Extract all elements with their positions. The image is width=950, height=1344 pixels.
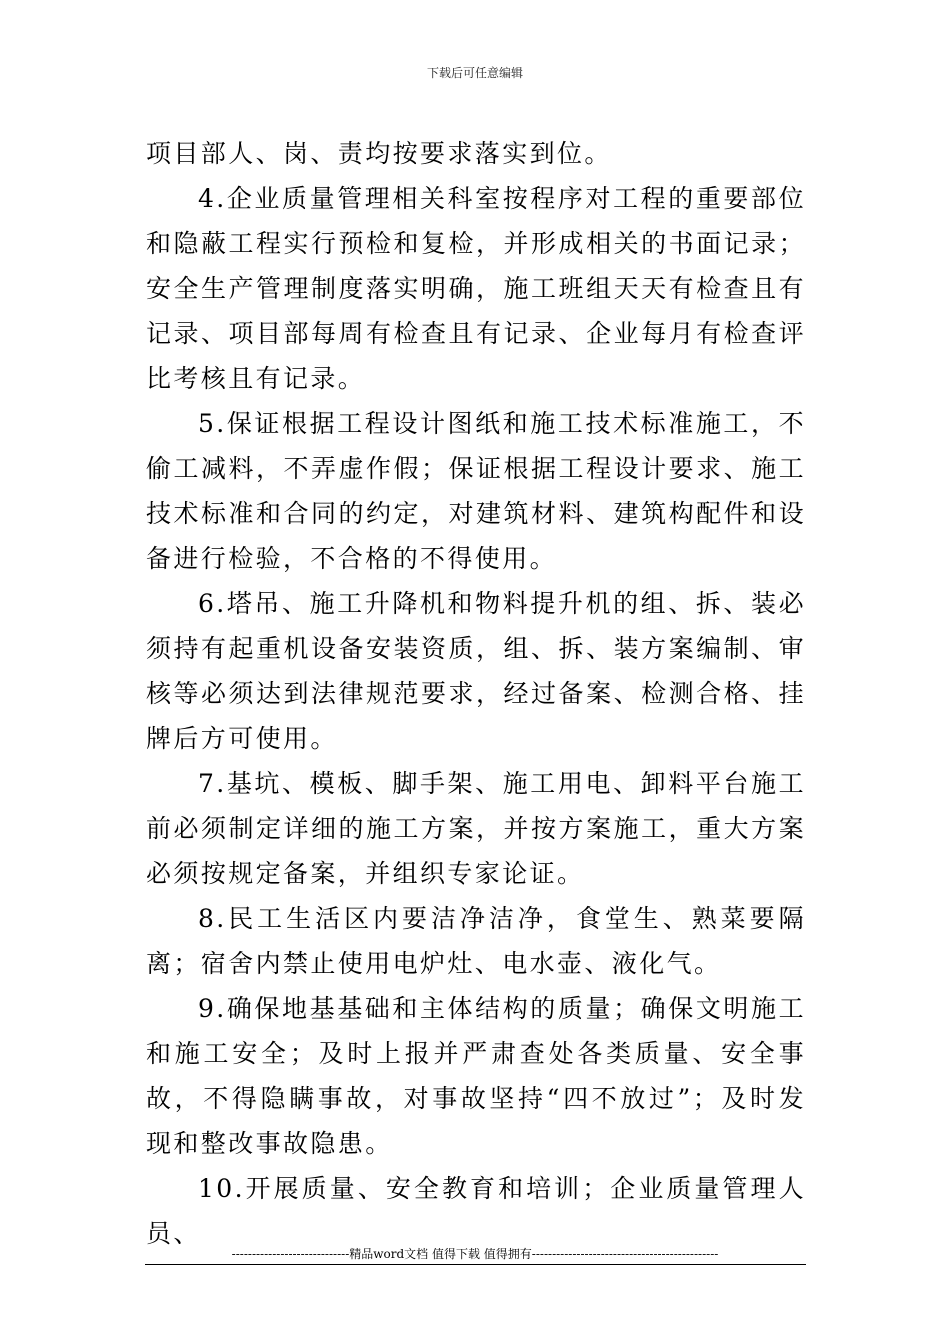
paragraph: 项目部人、岗、责均按要求落实到位。 xyxy=(146,139,612,168)
paragraph: 10.开展质量、安全教育和培训；企业质量管理人员、 xyxy=(146,1174,806,1248)
document-body xyxy=(146,131,806,1256)
paragraph: 9.确保地基基础和主体结构的质量；确保文明施工和施工安全；及时上报并严肃查处各类质量、安全事故，不得隐瞒事故，对事故坚持“四不放过”；及时发现和整改事故隐患。 xyxy=(146,994,806,1158)
paragraph: 5.保证根据工程设计图纸和施工技术标准施工，不偷工减料，不弄虚作假；保证根据工程设计要求、施工技术标准和合同的约定，对建筑材料、建筑构配件和设备进行检验，不合格的不得使用。 xyxy=(146,409,806,573)
paragraph: 6.塔吊、施工升降机和物料提升机的组、拆、装必须持有起重机设备安装资质，组、拆、装方案编制、审核等必须达到法律规范要求，经过备案、检测合格、挂牌后方可使用。 xyxy=(146,589,806,753)
footer-divider xyxy=(145,1264,806,1265)
paragraph: 7.基坑、模板、脚手架、施工用电、卸料平台施工前必须制定详细的施工方案，并按方案施工，重大方案必须按规定备案，并组织专家论证。 xyxy=(146,769,806,888)
paragraph: 8.民工生活区内要洁净洁净，食堂生、熟菜要隔离；宿舍内禁止使用电炉灶、电水壶、液化气。 xyxy=(146,904,806,978)
page-footer-note: -----------------------------精品word文档 值得下载 值得拥有---------------------------------------------- xyxy=(231,1247,719,1261)
page-header-note: 下载后可任意编辑 xyxy=(426,66,523,80)
paragraph: 4.企业质量管理相关科室按程序对工程的重要部位和隐蔽工程实行预检和复检，并形成相关的书面记录；安全生产管理制度落实明确，施工班组天天有检查且有记录、项目部每周有检查且有记录、企业每月有检查评比考核且有记录。 xyxy=(146,184,806,393)
